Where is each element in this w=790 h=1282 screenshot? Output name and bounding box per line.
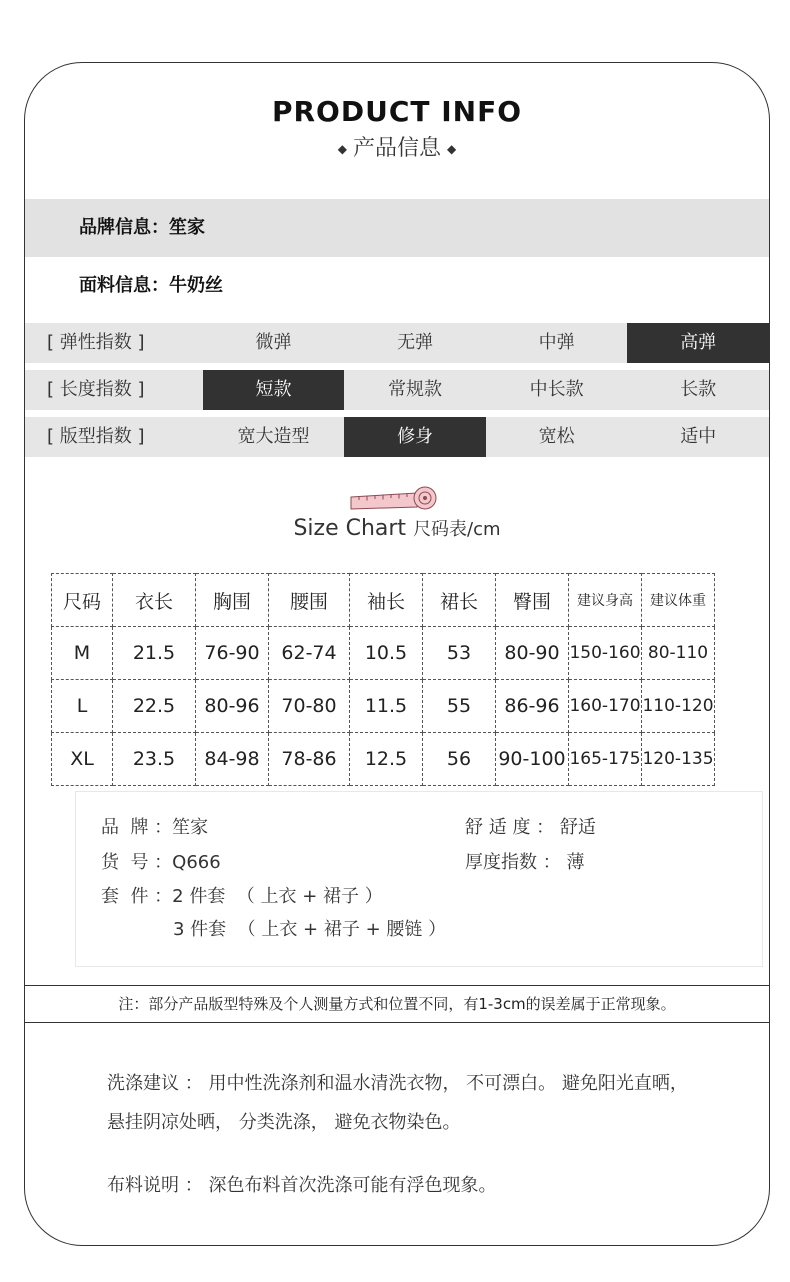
size-chart-title-cn: 尺码表/cm: [413, 519, 501, 540]
product-info-card: [24, 62, 770, 1246]
size-table-header-cell: 裙长: [423, 574, 496, 627]
care-wash-line-2: 悬挂阴凉处晒， 分类洗涤， 避免衣物染色。: [107, 1112, 461, 1133]
size-chart-title-en: Size Chart: [293, 516, 407, 541]
detail-comfort: 舒 适 度 ： 舒适: [465, 817, 596, 838]
size-table-cell: 53: [423, 627, 496, 680]
care-wash-line-1: 洗涤建议 ： 用中性洗涤剂和温水清洗衣物， 不可漂白。 避免阳光直晒，: [107, 1073, 688, 1094]
index-option: 中弹: [538, 332, 575, 353]
index-option: 无弹: [397, 332, 434, 353]
index-option: 宽松: [538, 426, 575, 447]
size-table-cell: 80-90: [496, 627, 569, 680]
size-table-cell: 86-96: [496, 680, 569, 733]
size-table-cell: 90-100: [496, 733, 569, 786]
size-table-header-cell: 建议体重: [642, 574, 715, 627]
index-option: 中长款: [529, 379, 584, 400]
size-table-cell: 56: [423, 733, 496, 786]
size-table-row: [52, 627, 715, 680]
size-table-cell: L: [52, 680, 113, 733]
size-table-cell: 165-175: [569, 733, 642, 786]
index-option: 短款: [203, 370, 345, 410]
size-table-header-cell: 建议身高: [569, 574, 642, 627]
subtitle-text: 产品信息: [352, 136, 441, 161]
size-table: [51, 573, 715, 786]
size-table-cell: 10.5: [350, 627, 423, 680]
index-label: [ 长度指数 ]: [47, 379, 145, 400]
brand-info: 品牌信息：笙家: [25, 199, 769, 257]
index-option: 微弹: [255, 332, 292, 353]
tape-measure-icon: [347, 485, 443, 515]
size-table-cell: 55: [423, 680, 496, 733]
size-table-cell: 80-96: [196, 680, 269, 733]
size-table-header-cell: 臀围: [496, 574, 569, 627]
size-table-cell: 76-90: [196, 627, 269, 680]
index-label: [ 弹性指数 ]: [47, 332, 145, 353]
size-table-cell: XL: [52, 733, 113, 786]
size-table-cell: 110-120: [642, 680, 715, 733]
size-table-cell: 80-110: [642, 627, 715, 680]
diamond-icon: ◆: [447, 142, 457, 156]
size-table-cell: 12.5: [350, 733, 423, 786]
size-table-cell: 150-160: [569, 627, 642, 680]
size-table-row: [52, 680, 715, 733]
size-table-cell: M: [52, 627, 113, 680]
measurement-note: 注：部分产品版型特殊及个人测量方式和位置不同，有1-3cm的误差属于正常现象。: [25, 985, 769, 1023]
index-label: [ 版型指数 ]: [47, 426, 145, 447]
size-table-header-cell: 袖长: [350, 574, 423, 627]
size-table-cell: 70-80: [269, 680, 350, 733]
fabric-info: 面料信息：牛奶丝: [79, 275, 223, 296]
index-option: 高弹: [627, 323, 769, 363]
detail-set-3pc: 3 件套 （ 上衣 + 裙子 + 腰链 ）: [173, 919, 447, 940]
diamond-icon: ◆: [337, 142, 347, 156]
size-table-row: [52, 733, 715, 786]
size-table-header-cell: 尺码: [52, 574, 113, 627]
index-row: [25, 370, 769, 410]
page-subtitle: [25, 131, 769, 162]
size-table-cell: 160-170: [569, 680, 642, 733]
detail-set-2pc: 套 件 ：2 件套 （ 上衣 + 裙子 ）: [101, 886, 383, 907]
size-table-cell: 62-74: [269, 627, 350, 680]
index-option: 常规款: [388, 379, 443, 400]
index-option: 长款: [680, 379, 717, 400]
size-table-cell: 21.5: [113, 627, 196, 680]
detail-brand: 品 牌 ：笙家: [101, 817, 209, 838]
size-table-cell: 11.5: [350, 680, 423, 733]
detail-item-number: 货 号 ：Q666: [101, 852, 221, 873]
size-table-cell: 120-135: [642, 733, 715, 786]
index-option: 适中: [680, 426, 717, 447]
size-chart-title: [25, 515, 769, 541]
index-row: [25, 417, 769, 457]
size-table-header-cell: 衣长: [113, 574, 196, 627]
index-option: 宽大造型: [237, 426, 310, 447]
size-table-cell: 84-98: [196, 733, 269, 786]
page-title: PRODUCT INFO: [271, 95, 523, 128]
index-table: [25, 323, 769, 464]
care-fabric-note: 布料说明 ： 深色布料首次洗涤可能有浮色现象。: [107, 1175, 497, 1196]
size-table-header-cell: 腰围: [269, 574, 350, 627]
size-table-header: [52, 574, 715, 627]
detail-thickness: 厚度指数 ： 薄: [465, 852, 585, 873]
size-table-cell: 78-86: [269, 733, 350, 786]
size-table-cell: 23.5: [113, 733, 196, 786]
size-table-header-cell: 胸围: [196, 574, 269, 627]
size-table-cell: 22.5: [113, 680, 196, 733]
index-row: [25, 323, 769, 363]
index-option: 修身: [344, 417, 486, 457]
